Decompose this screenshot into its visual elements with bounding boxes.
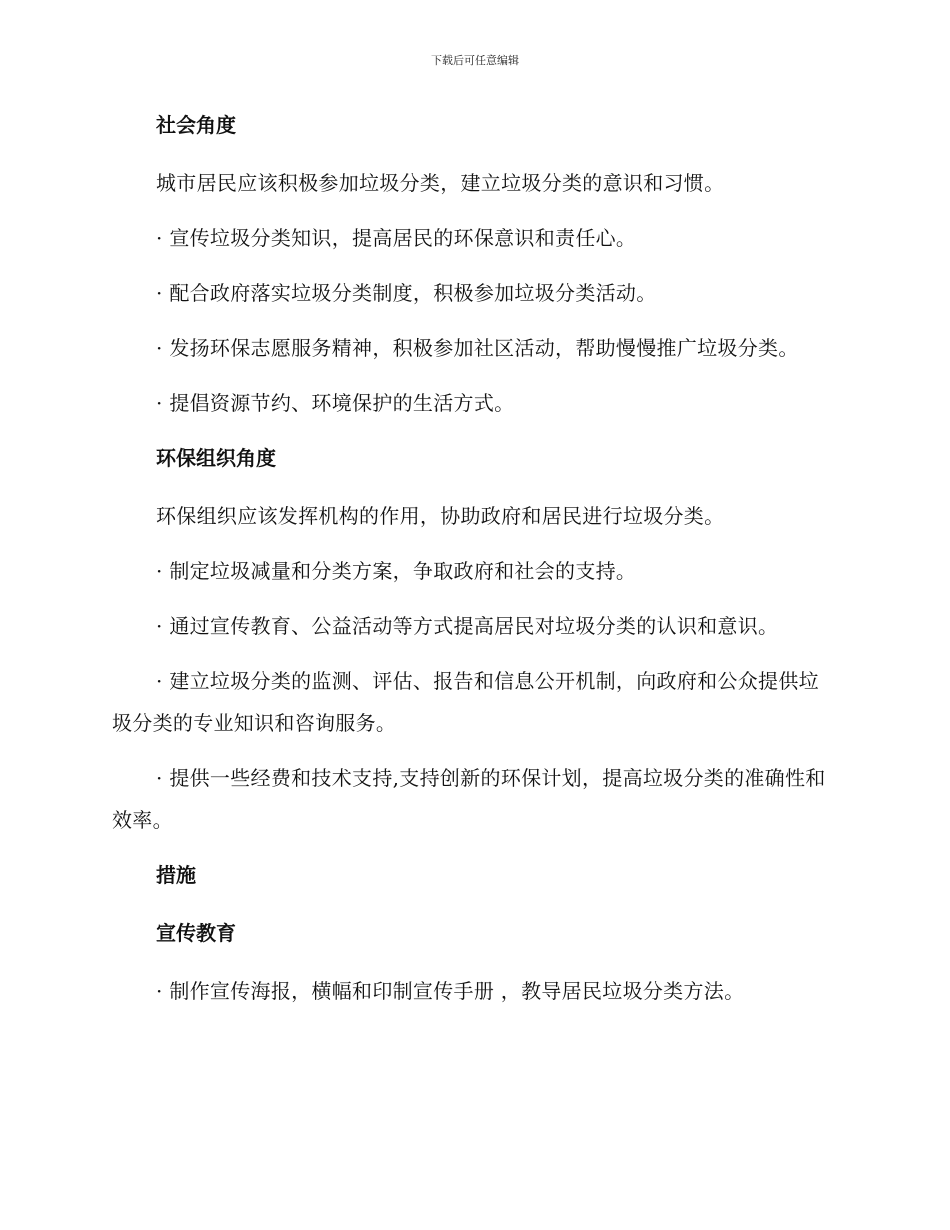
- section-intro-social: 城市居民应该积极参加垃圾分类，建立垃圾分类的意识和习惯。: [156, 171, 725, 195]
- page-header: 下载后可任意编辑: [431, 54, 519, 67]
- section-heading-measures: 措施: [156, 863, 196, 887]
- bullet-item: · 发扬环保志愿服务精神，积极参加社区活动，帮助慢慢推广垃圾分类。: [156, 336, 799, 360]
- bullet-item: · 宣传垃圾分类知识，提高居民的环保意识和责任心。: [156, 226, 637, 250]
- bullet-item: · 建立垃圾分类的监测、评估、报告和信息公开机制，向政府和公众提供垃圾分类的专业知识和咨询服务。: [112, 669, 819, 735]
- bullet-item: · 配合政府落实垃圾分类制度，积极参加垃圾分类活动。: [156, 281, 657, 305]
- section-heading-env-org: 环保组织角度: [156, 446, 276, 470]
- section-heading-social: 社会角度: [156, 113, 236, 137]
- bullet-item: · 提倡资源节约、环境保护的生活方式。: [156, 391, 515, 415]
- bullet-item: · 提供一些经费和技术支持,支持创新的环保计划，提高垃圾分类的准确性和效率。: [112, 766, 826, 832]
- document-body: [112, 110, 832, 1031]
- section-heading-publicity: 宣传教育: [156, 921, 236, 945]
- bullet-item: · 通过宣传教育、公益活动等方式提高居民对垃圾分类的认识和意识。: [156, 614, 779, 638]
- section-intro-env-org: 环保组织应该发挥机构的作用，协助政府和居民进行垃圾分类。: [156, 504, 725, 528]
- bullet-item: · 制定垃圾减量和分类方案，争取政府和社会的支持。: [156, 559, 637, 583]
- bullet-item: · 制作宣传海报，横幅和印制宣传手册 ，教导居民垃圾分类方法。: [156, 979, 745, 1003]
